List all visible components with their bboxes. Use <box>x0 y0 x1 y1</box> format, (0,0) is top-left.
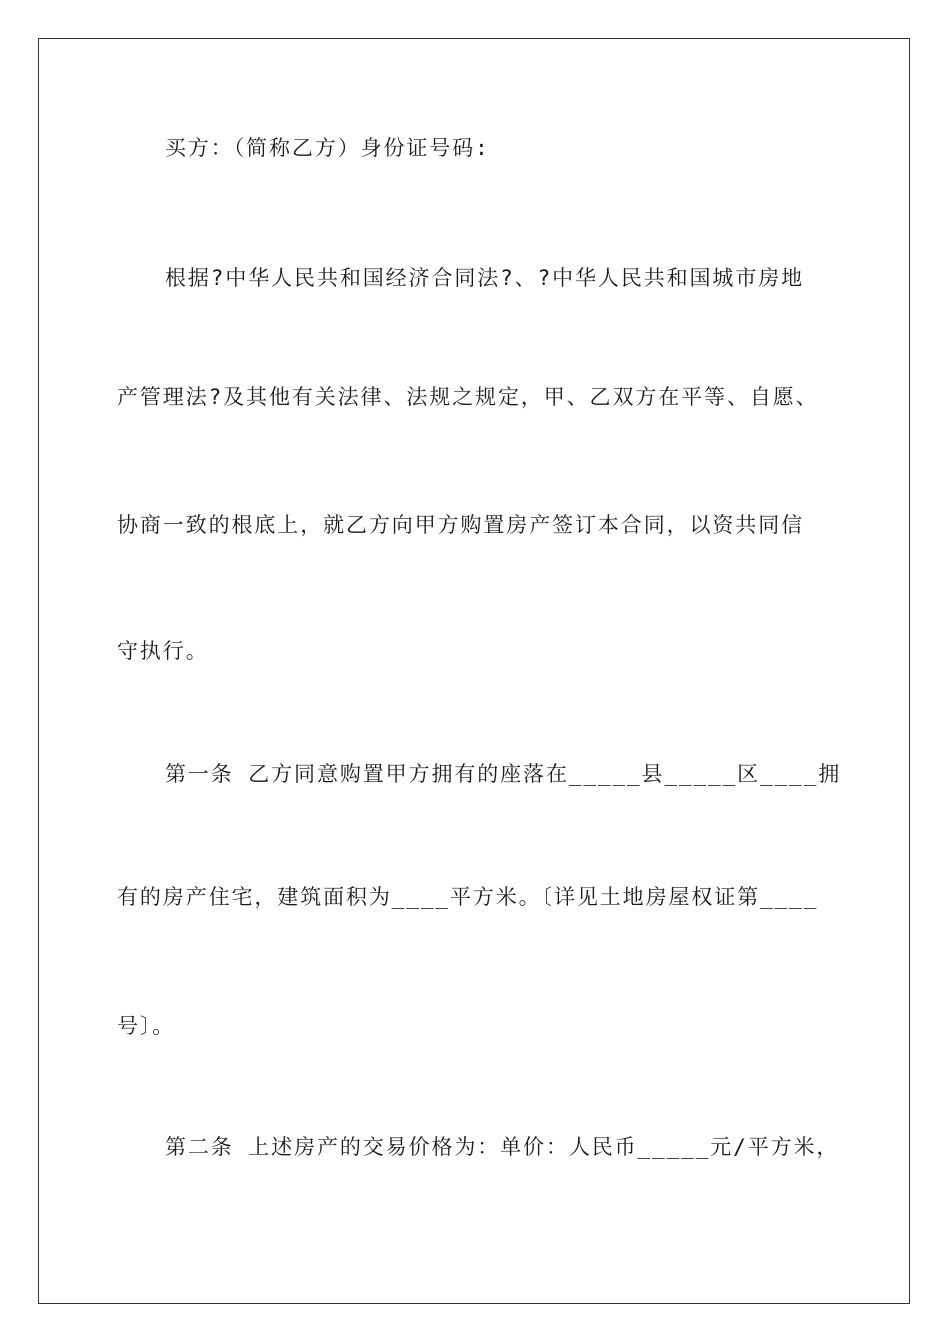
paragraph-line: 根据?中华人民共和国经济合同法?、?中华人民共和国城市房地 <box>165 266 805 290</box>
article-one-line: 第一条 乙方同意购置甲方拥有的座落在_____县_____区____拥 <box>165 762 842 786</box>
paragraph-line: 守执行。 <box>117 639 209 663</box>
article-one-line: 有的房产住宅，建筑面积为____平方米。〔详见土地房屋权证第____ <box>117 885 819 909</box>
article-one-line: 号〕。 <box>117 1014 176 1038</box>
paragraph-line: 协商一致的根底上，就乙方向甲方购置房产签订本合同，以资共同信 <box>117 513 804 537</box>
page-frame <box>38 38 910 1304</box>
article-two-line: 第二条 上述房产的交易价格为：单价：人民币_____元/平方米， <box>165 1135 840 1159</box>
buyer-line: 买方：（简称乙方）身份证号码: <box>165 136 490 160</box>
paragraph-line: 产管理法?及其他有关法律、法规之规定，甲、乙双方在平等、自愿、 <box>117 385 819 409</box>
